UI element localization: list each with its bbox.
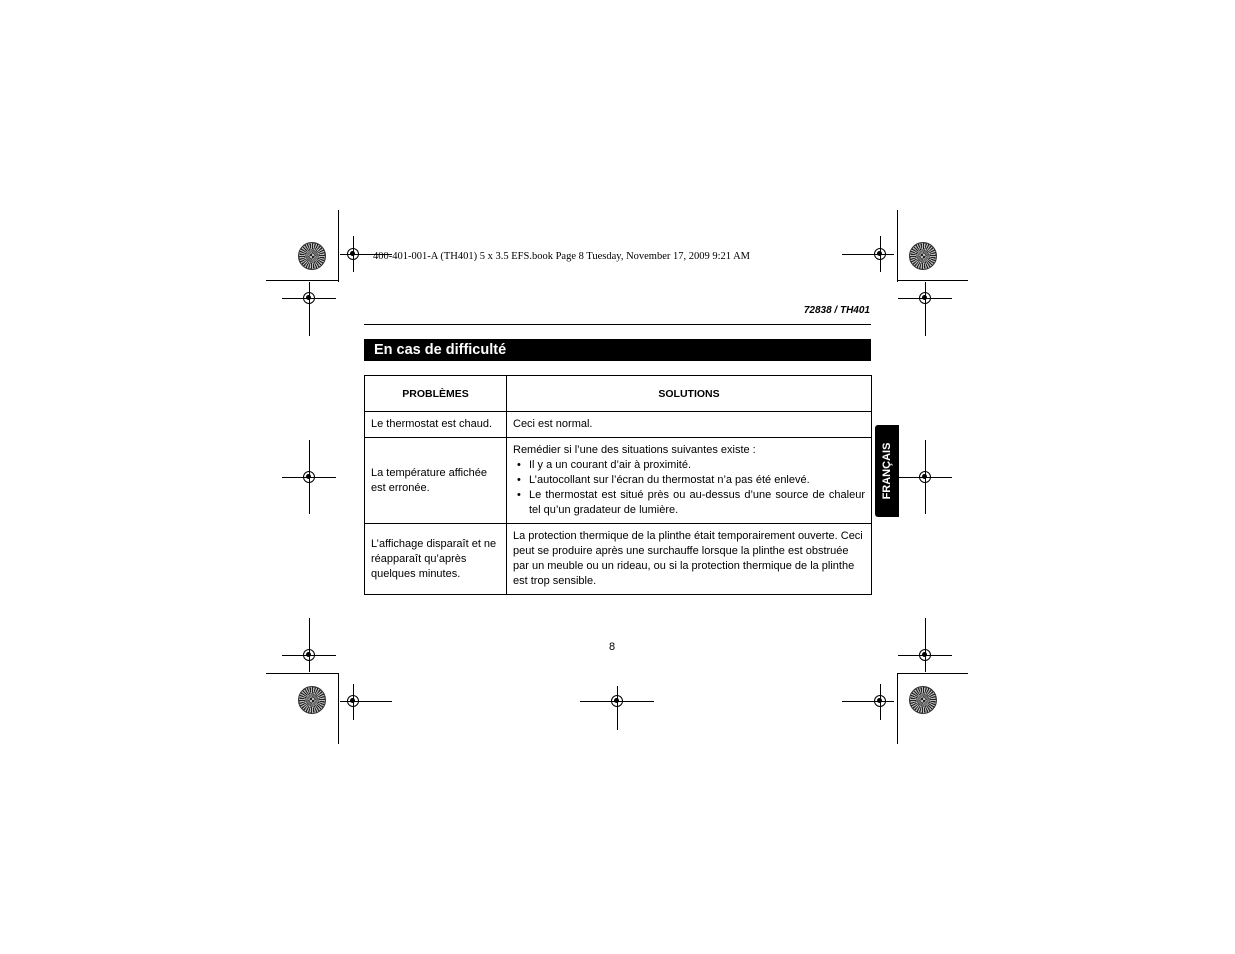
column-header-solutions: SOLUTIONS: [507, 376, 872, 412]
registration-target-icon: [303, 292, 315, 304]
list-item: • Le thermostat est situé près ou au-dessus d’une source de chaleur tel qu’un gradateur de lumière.: [529, 488, 865, 518]
crop-line: [266, 280, 338, 281]
registration-target-icon: [919, 292, 931, 304]
language-tab: [875, 425, 899, 517]
section-title: En cas de difficulté: [364, 339, 871, 361]
crop-line: [842, 254, 894, 255]
solution-cell: [507, 524, 872, 595]
crop-line: [338, 673, 339, 744]
solution-text: La protection thermique de la plinthe était temporairement ouverte. Ceci peut se produire après une surchauffe lorsque la plinthe est obstruée par un meuble ou un rideau, ou si la protection thermique de la plinthe est trop sensible.: [513, 530, 863, 587]
registration-target-icon: [919, 649, 931, 661]
registration-target-icon: [611, 695, 623, 707]
crop-line: [897, 280, 968, 281]
crop-line: [925, 282, 926, 336]
registration-sunburst-icon: [909, 686, 937, 714]
crop-line: [338, 210, 339, 282]
table-row: [365, 524, 872, 595]
crop-line: [309, 618, 310, 672]
registration-sunburst-icon: [298, 686, 326, 714]
table-row: [365, 438, 872, 524]
registration-target-icon: [919, 471, 931, 483]
list-item: • L’autocollant sur l’écran du thermostat n’a pas été enlevé.: [529, 473, 865, 488]
crop-line: [617, 686, 618, 730]
solution-text: Ceci est normal.: [513, 418, 593, 430]
problem-cell: Le thermostat est chaud.: [365, 412, 507, 438]
list-item: • Il y a un courant d’air à proximité.: [529, 458, 865, 473]
solution-list: [513, 458, 865, 518]
registration-target-icon: [347, 695, 359, 707]
registration-target-icon: [303, 471, 315, 483]
table-header-row: [365, 376, 872, 412]
solution-text: Remédier si l’une des situations suivantes existe :: [513, 444, 756, 456]
registration-target-icon: [347, 248, 359, 260]
registration-target-icon: [874, 248, 886, 260]
solution-cell: [507, 438, 872, 524]
file-header: 400-401-001-A (TH401) 5 x 3.5 EFS.book Page 8 Tuesday, November 17, 2009 9:21 AM: [373, 251, 751, 262]
document-id: 72838 / TH401: [803, 305, 870, 316]
page-number: 8: [609, 641, 616, 653]
header-divider: [364, 324, 871, 325]
language-tab-label: FRANÇAIS: [881, 442, 893, 500]
column-header-problems: PROBLÈMES: [365, 376, 507, 412]
crop-line: [842, 701, 894, 702]
crop-line: [266, 673, 338, 674]
crop-line: [897, 673, 968, 674]
registration-target-icon: [874, 695, 886, 707]
troubleshooting-table: [364, 375, 872, 595]
registration-target-icon: [303, 649, 315, 661]
crop-line: [309, 282, 310, 336]
solution-cell: [507, 412, 872, 438]
registration-sunburst-icon: [909, 242, 937, 270]
table-row: [365, 412, 872, 438]
crop-line: [925, 618, 926, 672]
crop-line: [897, 673, 898, 744]
problem-cell: L’affichage disparaît et ne réapparaît qu’après quelques minutes.: [365, 524, 507, 595]
registration-sunburst-icon: [298, 242, 326, 270]
crop-line: [897, 210, 898, 282]
problem-cell: La température affichée est erronée.: [365, 438, 507, 524]
